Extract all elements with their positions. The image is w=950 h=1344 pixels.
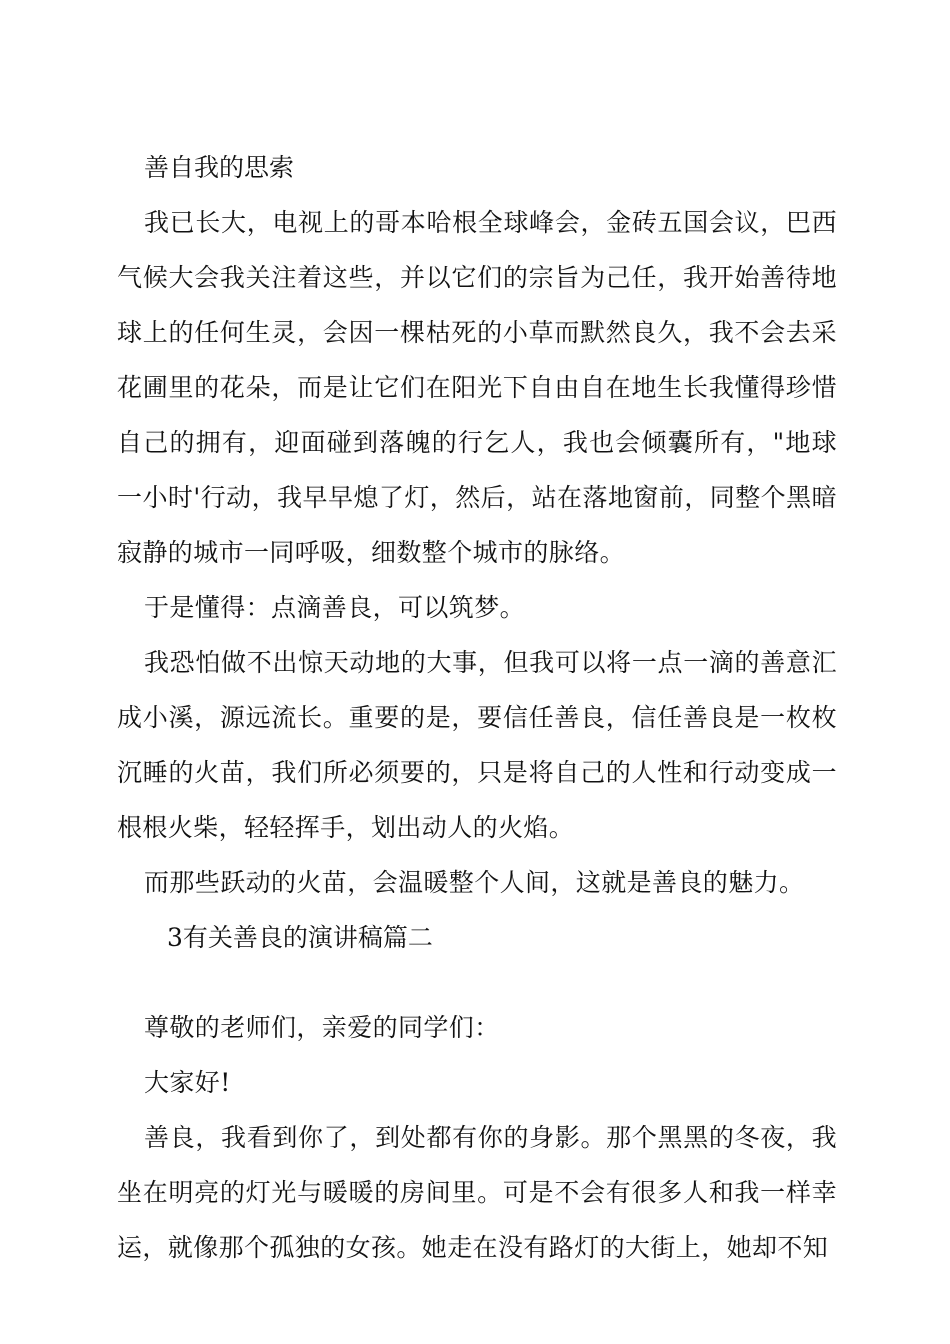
speech-greeting: 尊敬的老师们，亲爱的同学们：: [144, 1013, 500, 1042]
section-heading: 善自我的思索: [144, 153, 295, 182]
speech-paragraph: 善良，我看到你了，到处都有你的身影。那个黑黑的冬夜，我坐在明亮的灯光与暖暖的房间里。可是不会有很多人和我一样幸运，就像那个孤独的女孩。她走在没有路灯的大街上，她却不知: [117, 1123, 837, 1262]
speech-salutation: 大家好!: [144, 1068, 231, 1097]
paragraph-3: 我恐怕做不出惊天动地的大事，但我可以将一点一滴的善意汇成小溪，源远流长。重要的是，要信任善良，信任善良是一枚枚沉睡的火苗，我们所必须要的，只是将自己的人性和行动变成一根根火柴，轻轻挥手，划出动人的火焰。: [117, 648, 837, 842]
blank-space: [117, 965, 837, 1000]
paragraph-1: 我已长大，电视上的哥本哈根全球峰会，金砖五国会议，巴西气候大会我关注着这些，并以它们的宗旨为己任，我开始善待地球上的任何生灵，会因一棵枯死的小草而默然良久，我不会去采花圃里的花朵，而是让它们在阳光下自由自在地生长我懂得珍惜自己的拥有，迎面碰到落魄的行乞人，我也会倾囊所有，"地球一小时'行动，我早早熄了灯，然后，站在落地窗前，同整个黑暗寂静的城市一同呼吸，细数整个城市的脉络。: [117, 208, 837, 567]
document-body: [117, 140, 837, 1275]
paragraph-2: 于是懂得：点滴善良，可以筑梦。: [144, 593, 526, 622]
speech-title: 3有关善良的演讲稿篇二: [167, 923, 433, 952]
paragraph-4: 而那些跃动的火苗，会温暖整个人间，这就是善良的魅力。: [144, 868, 805, 897]
